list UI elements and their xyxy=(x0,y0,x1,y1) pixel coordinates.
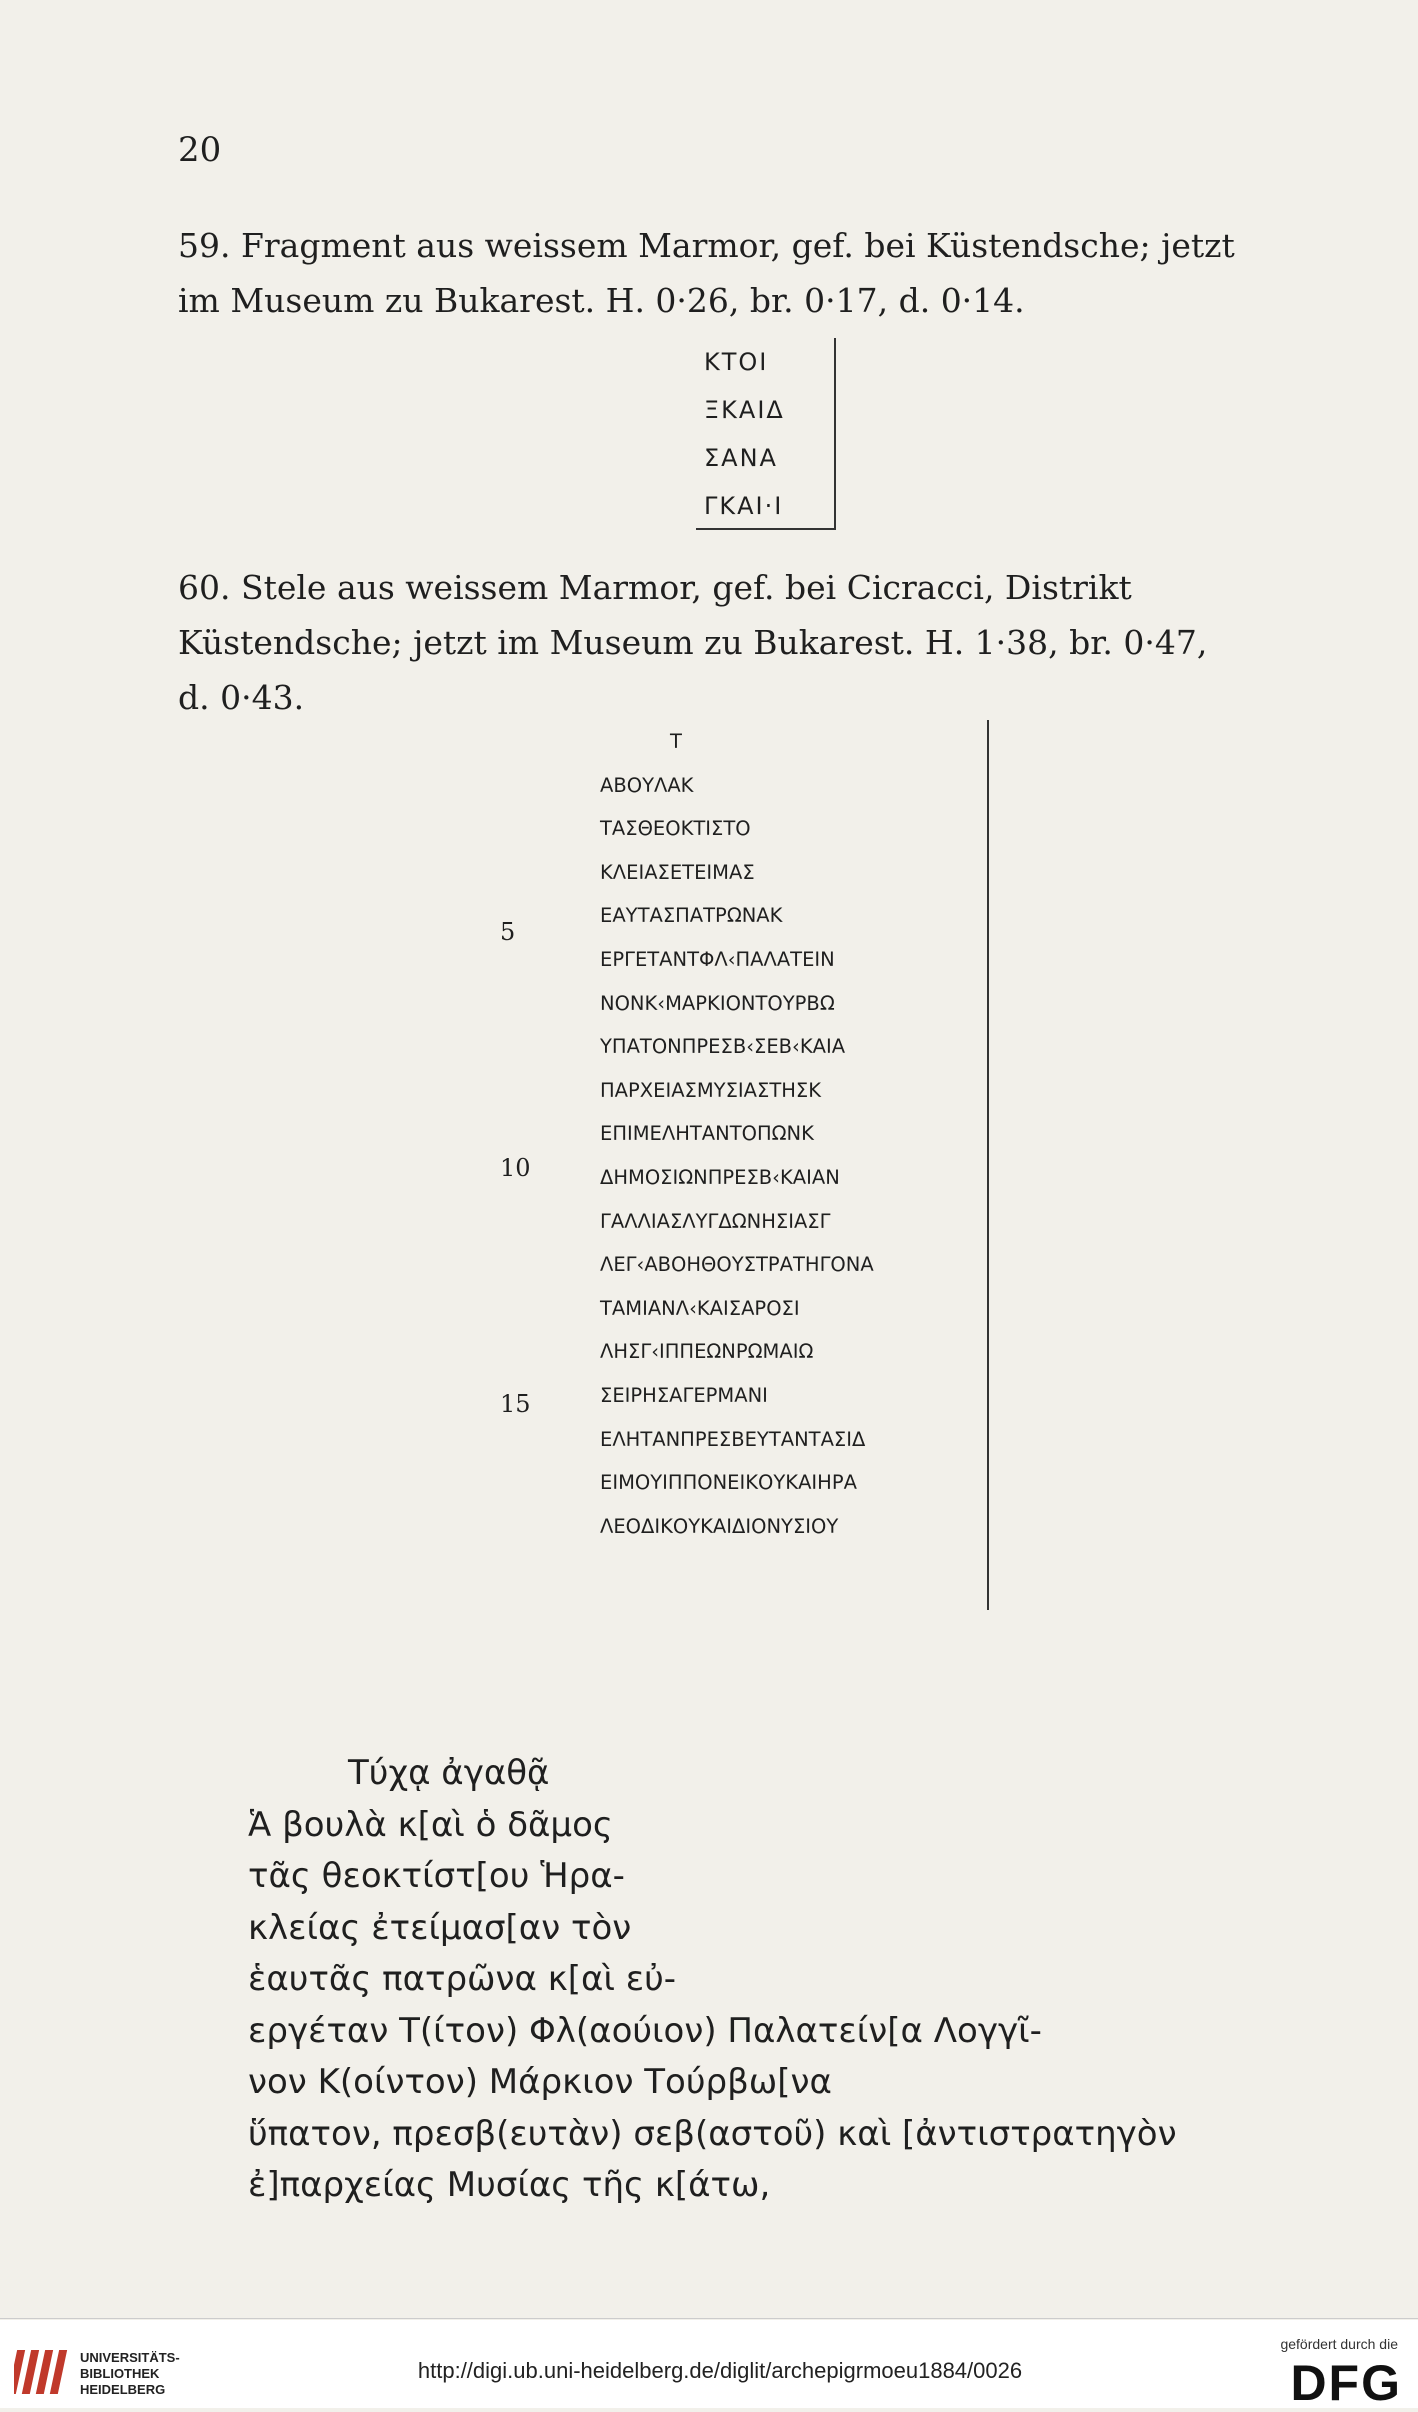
source-url-link[interactable]: http://digi.ub.uni-heidelberg.de/diglit/archepigrmoeu1884/0026 xyxy=(417,2358,1023,2383)
stele-edge-line xyxy=(986,720,990,1610)
fragment-line: ΚΤΟΙ xyxy=(704,348,769,376)
entry-59-line: 59. Fragment aus weissem Marmor, gef. bei Küstendsche; jetzt xyxy=(178,226,1235,265)
inscription-line: ΕΡΓΕΤΑΝΤΦΛ‹ΠΑΛΑΤΕΙΝ xyxy=(600,947,835,971)
transcription-line: νον Κ(οίντον) Μάρκιον Τούρβω[να xyxy=(248,2062,832,2102)
entry-60-line: d. 0·43. xyxy=(178,678,305,717)
page-number: 20 xyxy=(178,130,222,170)
funder-caption: gefördert durch die xyxy=(1280,2336,1398,2352)
inscription-line: ΣΕΙΡΗΣΑΓΕΡΜΑΝΙ xyxy=(600,1383,768,1407)
library-logo-icon xyxy=(14,2346,70,2398)
inscription-line: ΕΙΜΟΥΙΠΠΟΝΕΙΚΟΥΚΑΙΗΡΑ xyxy=(600,1471,857,1495)
transcription-line: εργέταν Τ(ίτον) Φλ(αούιον) Παλατείν[α Λογγῖ- xyxy=(248,2010,1042,2051)
line-number: 10 xyxy=(500,1154,531,1182)
inscription-line: ΕΠΙΜΕΛΗΤΑΝΤΟΠΩΝΚ xyxy=(600,1122,814,1146)
inscription-line: ΤΑΜΙΑΝΛ‹ΚΑΙΣΑΡΟΣΙ xyxy=(600,1296,800,1320)
greek-transcription xyxy=(248,1748,1298,2212)
library-name xyxy=(80,2350,180,2398)
library-name-line: HEIDELBERG xyxy=(80,2382,166,2397)
library-name-line: UNIVERSITÄTS- xyxy=(80,2350,180,2365)
footer-divider xyxy=(0,2318,1418,2319)
inscription-line: ΑΒΟΥΛΑΚ xyxy=(600,773,694,797)
footer-bar xyxy=(0,2320,1418,2411)
fragment-line: ΣΑΝΑ xyxy=(704,444,778,472)
transcription-line: ἑαυτᾶς πατρῶνα κ[αὶ εὐ- xyxy=(248,1959,677,1999)
entry-60-description xyxy=(178,560,1328,725)
inscription-line: ΓΑΛΛΙΑΣΛΥΓΔΩΝΗΣΙΑΣΓ xyxy=(600,1209,831,1233)
entry-60-line: Küstendsche; jetzt im Museum zu Bukarest. H. 1·38, br. 0·47, xyxy=(178,623,1208,662)
inscription-line: ΕΑΥΤΑΣΠΑΤΡΩΝΑΚ xyxy=(600,904,783,928)
inscription-line: ΕΛΗΤΑΝΠΡΕΣΒΕΥΤΑΝΤΑΣΙΔ xyxy=(600,1427,866,1451)
inscription-line: ΤΑΣΘΕΟΚΤΙΣΤΟ xyxy=(600,817,751,841)
stele-inscription-drawing xyxy=(600,720,990,1610)
line-number: 5 xyxy=(500,918,516,946)
entry-59-description xyxy=(178,218,1328,328)
transcription-line: κλείας ἐτείμασ[αν τὸν xyxy=(248,1907,632,1948)
fragment-line: ΓΚΑΙ·Ι xyxy=(704,492,784,520)
entry-60-line: 60. Stele aus weissem Marmor, gef. bei Cicracci, Distrikt xyxy=(178,568,1132,607)
fragment-59-drawing xyxy=(696,338,836,530)
transcription-line: ὕπατον, πρεσβ(ευτὰν) σεβ(αστοῦ) καὶ [ἀντιστρατηγὸν xyxy=(248,2113,1177,2154)
entry-59-line: im Museum zu Bukarest. H. 0·26, br. 0·17, d. 0·14. xyxy=(178,281,1025,320)
inscription-line: ΔΗΜΟΣΙΩΝΠΡΕΣΒ‹ΚΑΙΑΝ xyxy=(600,1165,840,1189)
transcription-line: τᾶς θεοκτίστ[ου Ἡρα- xyxy=(248,1856,625,1896)
fragment-line: ΞΚΑΙΔ xyxy=(704,396,785,424)
transcription-line: Τύχᾳ ἀγαθᾷ xyxy=(348,1753,550,1793)
inscription-line: ΥΠΑΤΟΝΠΡΕΣΒ‹ΣΕΒ‹ΚΑΙΑ xyxy=(600,1035,846,1059)
inscription-line: ΝΟΝΚ‹ΜΑΡΚΙΟΝΤΟΥΡΒΩ xyxy=(600,991,835,1015)
transcription-line: ἐ]παρχείας Μυσίας τῆς κ[άτω, xyxy=(248,2165,771,2205)
inscription-line: ΠΑΡΧΕΙΑΣΜΥΣΙΑΣΤΗΣΚ xyxy=(600,1078,822,1102)
inscription-line: ΛΕΓ‹ΑΒΟΗΘΟΥΣΤΡΑΤΗΓΟΝΑ xyxy=(600,1253,874,1277)
dfg-logo: DFG xyxy=(1290,2355,1402,2411)
inscription-line: ΛΗΣΓ‹ΙΠΠΕΩΝΡΩΜΑΙΩ xyxy=(600,1340,814,1364)
transcription-line: Ἁ βουλὰ κ[αὶ ὁ δᾶμος xyxy=(248,1804,613,1845)
library-name-line: BIBLIOTHEK xyxy=(80,2366,160,2381)
inscription-line: Τ xyxy=(670,730,682,753)
inscription-line: ΚΛΕΙΑΣΕΤΕΙΜΑΣ xyxy=(600,860,755,884)
inscription-line: ΛΕΟΔΙΚΟΥΚΑΙΔΙΟΝΥΣΙΟΥ xyxy=(600,1514,839,1538)
line-number: 15 xyxy=(500,1390,531,1418)
